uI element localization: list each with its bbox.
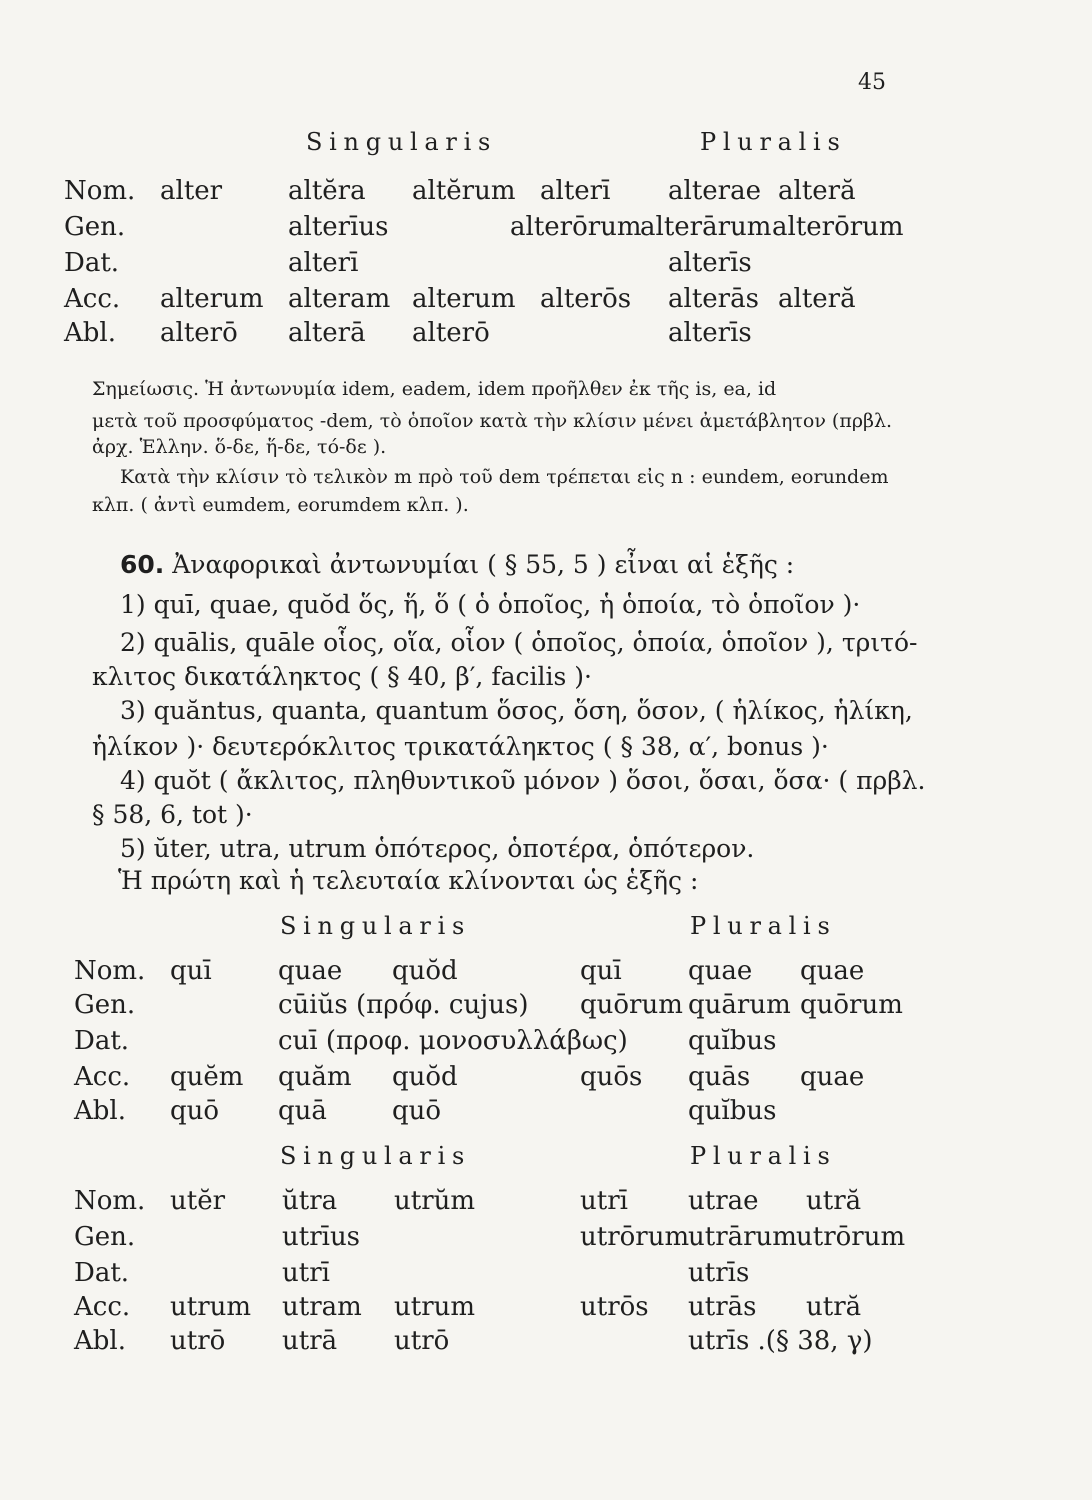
- sing-fem: utram: [282, 1292, 362, 1322]
- plur-form: alterīs: [668, 248, 752, 278]
- page-number: 45: [858, 70, 886, 95]
- plur-fem: utrae: [688, 1186, 759, 1216]
- case-label: Gen.: [74, 1222, 136, 1252]
- note-line-5: κλπ. ( ἀντὶ eumdem, eorumdem κλπ. ).: [92, 494, 469, 516]
- plur-masc: utrōs: [580, 1292, 649, 1322]
- plur-masc: alterōrum: [510, 212, 642, 242]
- plur-masc: quī: [580, 956, 622, 986]
- case-label: Nom.: [64, 176, 136, 206]
- plur-neut: quae: [800, 956, 865, 986]
- sing-masc: alterum: [160, 284, 264, 314]
- plur-neut: alterōrum: [772, 212, 904, 242]
- table1-row-dat: [0, 248, 1092, 280]
- section-line: 3) quăntus, quanta, quantum ὅσος, ὅση, ὅσον, ( ἡλίκος, ἡλίκη,: [120, 696, 913, 725]
- plur-fem: quārum: [688, 990, 791, 1020]
- sing-form: cuī (προφ. μονοσυλλάβως): [278, 1026, 628, 1056]
- plur-masc: quōrum: [580, 990, 683, 1020]
- sing-fem: utrā: [282, 1326, 338, 1356]
- section-line: Ἡ πρώτη καὶ ἡ τελευταία κλίνονται ὡς ἑξῆς :: [118, 866, 699, 895]
- plur-masc: alterī: [540, 176, 611, 206]
- note-line-1: Σημείωσις. Ἡ ἀντωνυμία idem, eadem, idem προῆλθεν ἐκ τῆς is, ea, id: [92, 378, 777, 400]
- sing-fem: ŭtra: [282, 1186, 338, 1216]
- case-label: Abl.: [64, 318, 116, 348]
- section-line: ἡλίκον )· δευτερόκλιτος τρικατάληκτος ( § 38, α′, bonus )·: [92, 732, 829, 761]
- sing-masc: quī: [170, 956, 212, 986]
- sing-fem: quā: [278, 1096, 327, 1126]
- sing-fem: altĕra: [288, 176, 366, 206]
- section-line: κλιτος δικατάληκτος ( § 40, β′, facilis )·: [92, 662, 592, 691]
- table2-pluralis-header: Pluralis: [690, 912, 837, 940]
- section-line: 1) quī, quae, quŏd ὅς, ἥ, ὅ ( ὁ ὁποῖος, ἡ ὁποία, τὸ ὁποῖον )·: [120, 590, 861, 619]
- plur-neut: alteră: [778, 284, 856, 314]
- case-label: Acc.: [74, 1292, 131, 1322]
- table3-row-abl: [0, 1326, 1092, 1358]
- table3-row-gen: [0, 1222, 1092, 1254]
- plur-masc: utrī: [580, 1186, 628, 1216]
- sing-form: cūiŭs (πρόφ. cujus): [278, 990, 529, 1020]
- sing-masc: alter: [160, 176, 223, 206]
- plur-fem: quae: [688, 956, 753, 986]
- sing-neut: utrŭm: [394, 1186, 476, 1216]
- section-line: § 58, 6, tot )·: [92, 800, 253, 829]
- plur-form: utrīs: [688, 1258, 750, 1288]
- case-label: Nom.: [74, 1186, 146, 1216]
- table2-row-acc: [0, 1062, 1092, 1094]
- note-line-3: ἀρχ. Ἑλλην. ὅ-δε, ἥ-δε, τό-δε ).: [92, 436, 387, 458]
- plur-neut: quōrum: [800, 990, 903, 1020]
- plur-form: quĭbus: [688, 1026, 777, 1056]
- section-number: 60.: [120, 550, 165, 579]
- section-line: 2) quālis, quāle οἷος, οἵα, οἷον ( ὁποῖος, ὁποία, ὁποῖον ), τριτό-: [120, 628, 918, 657]
- case-label: Acc.: [64, 284, 121, 314]
- sing-fem: alteram: [288, 284, 391, 314]
- note-line-2: μετὰ τοῦ προσφύματος -dem, τὸ ὁποῖον κατὰ τὴν κλίσιν μένει ἀμετάβλητον (πρβλ.: [92, 410, 893, 432]
- plur-fem: utrās: [688, 1292, 757, 1322]
- plur-form: utrīs .(§ 38, γ): [688, 1326, 873, 1356]
- sing-masc: alterō: [160, 318, 238, 348]
- table1-row-gen: [0, 212, 1092, 244]
- sing-masc: quĕm: [170, 1062, 244, 1092]
- table1-row-nom: [0, 176, 1092, 208]
- table1-row-acc: [0, 284, 1092, 316]
- sing-form: utrī: [282, 1258, 330, 1288]
- sing-neut: altĕrum: [412, 176, 516, 206]
- plur-masc: alterōs: [540, 284, 632, 314]
- section-line: 4) quŏt ( ἄκλιτος, πληθυντικοῦ μόνον ) ὅσοι, ὅσαι, ὅσα· ( πρβλ.: [120, 766, 926, 795]
- table3-row-dat: [0, 1258, 1092, 1290]
- sing-fem: quăm: [278, 1062, 352, 1092]
- sing-form: alterī: [288, 248, 359, 278]
- table1-singularis-header: Singularis: [306, 128, 498, 156]
- case-label: Acc.: [74, 1062, 131, 1092]
- table2-row-gen: [0, 990, 1092, 1022]
- table3-row-nom: [0, 1186, 1092, 1218]
- plur-fem: quās: [688, 1062, 751, 1092]
- table2-row-abl: [0, 1096, 1092, 1128]
- sing-neut: utrum: [394, 1292, 476, 1322]
- table2-row-dat: [0, 1026, 1092, 1058]
- plur-fem: alterārum: [640, 212, 772, 242]
- case-label: Dat.: [64, 248, 120, 278]
- plur-fem: alterās: [668, 284, 759, 314]
- case-label: Abl.: [74, 1326, 126, 1356]
- plur-neut: quae: [800, 1062, 865, 1092]
- plur-form: quĭbus: [688, 1096, 777, 1126]
- sing-neut: quō: [392, 1096, 442, 1126]
- case-label: Nom.: [74, 956, 146, 986]
- table1-pluralis-header: Pluralis: [700, 128, 847, 156]
- plur-form: alterīs: [668, 318, 752, 348]
- sing-neut: alterō: [412, 318, 490, 348]
- plur-fem: utrārum: [688, 1222, 797, 1252]
- sing-neut: utrō: [394, 1326, 450, 1356]
- plur-masc: quōs: [580, 1062, 643, 1092]
- sing-form: alterīus: [288, 212, 389, 242]
- section-line: 5) ŭter, utra, utrum ὁπότερος, ὁποτέρα, ὁπότερον.: [120, 834, 755, 863]
- sing-fem: quae: [278, 956, 343, 986]
- table2-singularis-header: Singularis: [280, 912, 472, 940]
- sing-masc: utrō: [170, 1326, 226, 1356]
- table2-row-nom: [0, 956, 1092, 988]
- sing-neut: quŏd: [392, 1062, 458, 1092]
- case-label: Dat.: [74, 1258, 130, 1288]
- section-60-heading: [120, 550, 794, 579]
- table3-row-acc: [0, 1292, 1092, 1324]
- case-label: Gen.: [64, 212, 126, 242]
- sing-masc: quō: [170, 1096, 220, 1126]
- plur-fem: alterae: [668, 176, 761, 206]
- table1-row-abl: [0, 318, 1092, 350]
- section-title: Ἀναφορικαὶ ἀντωνυμίαι ( § 55, 5 ) εἶναι αἱ ἑξῆς :: [172, 550, 795, 579]
- sing-neut: quŏd: [392, 956, 458, 986]
- sing-masc: utĕr: [170, 1186, 226, 1216]
- table3-singularis-header: Singularis: [280, 1142, 472, 1170]
- plur-neut: utră: [806, 1186, 862, 1216]
- plur-neut: alteră: [778, 176, 856, 206]
- plur-neut: utră: [806, 1292, 862, 1322]
- sing-masc: utrum: [170, 1292, 252, 1322]
- sing-form: utrīus: [282, 1222, 361, 1252]
- plur-masc: utrōrum: [580, 1222, 690, 1252]
- sing-neut: alterum: [412, 284, 516, 314]
- table3-pluralis-header: Pluralis: [690, 1142, 837, 1170]
- case-label: Gen.: [74, 990, 136, 1020]
- sing-fem: alterā: [288, 318, 366, 348]
- plur-neut: utrōrum: [796, 1222, 906, 1252]
- case-label: Abl.: [74, 1096, 126, 1126]
- case-label: Dat.: [74, 1026, 130, 1056]
- note-line-4: Κατὰ τὴν κλίσιν τὸ τελικὸν m πρὸ τοῦ dem τρέπεται εἰς n : eundem, eorundem: [120, 466, 889, 488]
